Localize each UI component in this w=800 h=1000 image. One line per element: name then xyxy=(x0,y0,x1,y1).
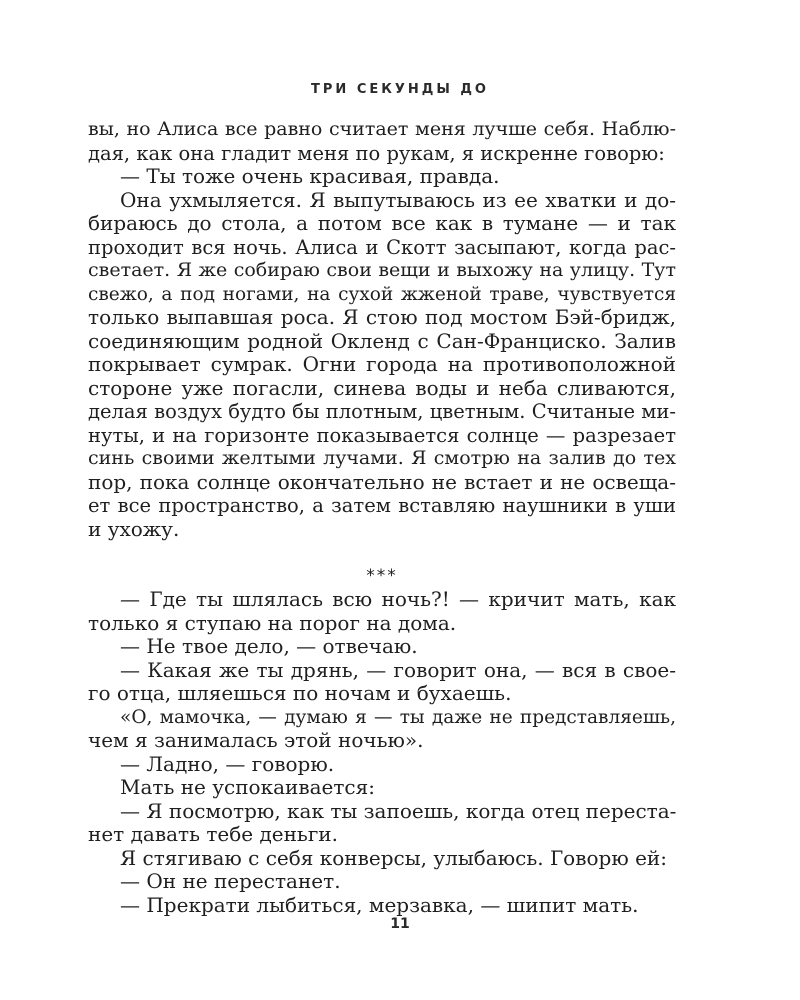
text-line: «О, мамочка, — думаю я — ты даже не представляешь, xyxy=(120,706,676,728)
text-line: свежо, а под ногами, на сухой жженой траве, чувствуется xyxy=(88,283,676,305)
text-line: стороне уже погасли, синева воды и неба сливаются, xyxy=(88,376,676,400)
text-line: — Какая же ты дрянь, — говорит она, — вся в свое- xyxy=(120,658,676,682)
section-separator: *** xyxy=(366,565,398,586)
text-line: светает. Я же собираю свои вещи и выхожу на улицу. Тут xyxy=(88,259,676,281)
text-line: нуты, и на горизонте показывается солнце — разрезает xyxy=(88,423,676,447)
text-line: покрывает сумрак. Огни города на противоположной xyxy=(88,353,676,376)
text-line: вы, но Алиса все равно считает меня лучше себя. Наблю- xyxy=(88,118,676,140)
text-line: Она ухмыляется. Я выпутываюсь из ее хватки и до- xyxy=(120,188,676,212)
text-line: — Я посмотрю, как ты запоешь, когда отец переста- xyxy=(120,799,676,823)
text-line: — Прекрати лыбиться, мерзавка, — шипит мать. xyxy=(120,893,639,917)
text-line: — Он не перестанет. xyxy=(120,870,341,893)
text-line: проходит вся ночь. Алиса и Скотт засыпают, когда рас- xyxy=(88,235,676,259)
text-line: только выпавшая роса. Я стою под мостом Бэй-бридж, xyxy=(88,306,676,329)
text-line: синь своими желтыми лучами. Я смотрю на залив до тех xyxy=(88,447,676,469)
text-line: ет все пространство, а затем вставляю наушники в уши xyxy=(88,494,676,517)
text-line: и ухожу. xyxy=(88,517,180,541)
text-line: го отца, шляешься по ночам и бухаешь. xyxy=(88,682,512,705)
body-text xyxy=(88,118,676,917)
text-line: соединяющим родной Окленд с Сан-Франциско. Залив xyxy=(88,329,676,353)
text-line: — Не твое дело, — отвечаю. xyxy=(120,635,418,658)
text-line: Мать не успокаивается: xyxy=(120,776,375,799)
text-line: бираюсь до стола, а потом все как в тумане — и так xyxy=(88,212,676,235)
page-number: 11 xyxy=(390,916,410,932)
text-line: чем я занималась этой ночью». xyxy=(88,729,424,752)
running-title: ТРИ СЕКУНДЫ ДО xyxy=(311,82,489,97)
text-line: делая воздух будто бы плотным, цветным. Считаные ми- xyxy=(88,400,676,423)
text-line: нет давать тебе деньги. xyxy=(88,823,338,846)
text-line: Я стягиваю с себя конверсы, улыбаюсь. Говорю ей: xyxy=(120,846,668,870)
text-line: — Где ты шлялась всю ночь?! — кричит мать, как xyxy=(120,588,676,611)
text-line: пор, пока солнце окончательно не встает и не освеща- xyxy=(88,470,676,494)
text-line: — Ладно, — говорю. xyxy=(120,752,335,776)
text-line: только я ступаю на порог на дома. xyxy=(88,611,457,635)
text-line: дая, как она гладит меня по рукам, я искренне говорю: xyxy=(88,141,665,165)
text-line: — Ты тоже очень красивая, правда. xyxy=(120,165,500,188)
